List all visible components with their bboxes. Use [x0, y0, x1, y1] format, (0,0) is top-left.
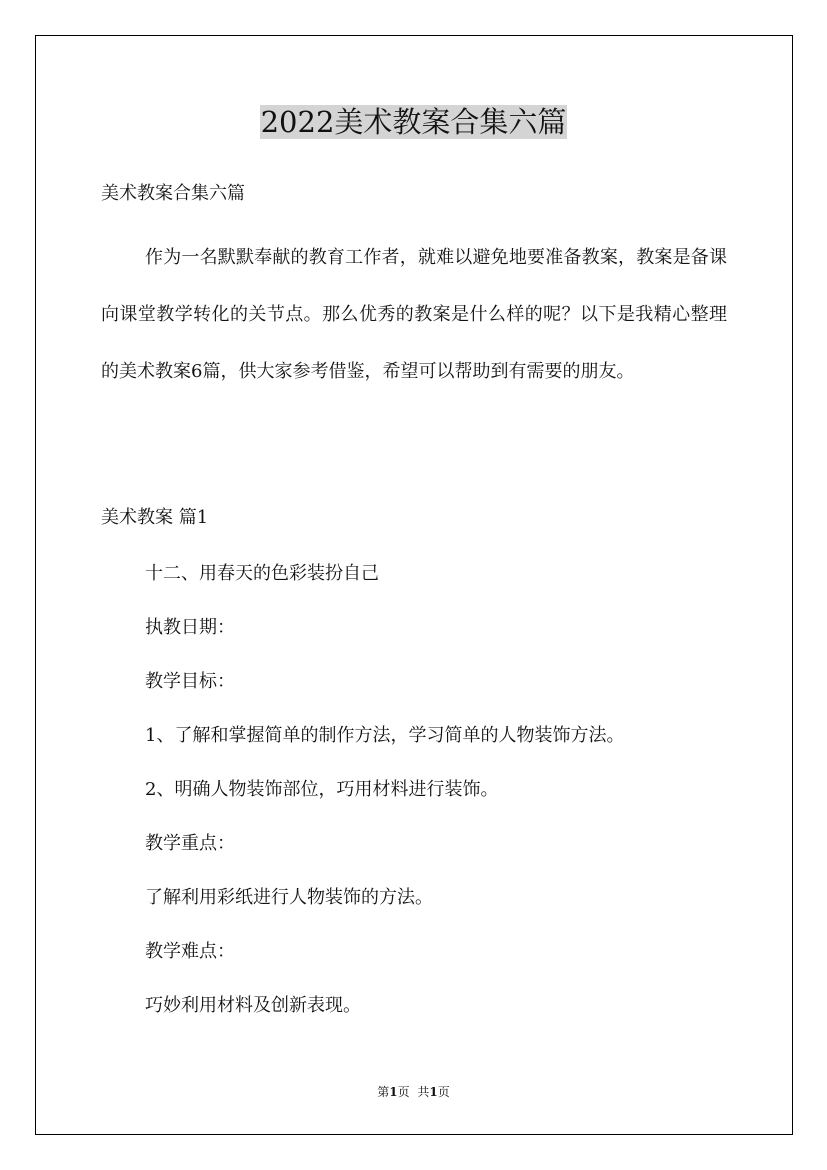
key-points-text: 了解利用彩纸进行人物装饰的方法。 — [145, 887, 433, 908]
document-title — [0, 102, 827, 142]
date-label: 执教日期： — [145, 617, 235, 638]
goal-item-2: 2、明确人物装饰部位，巧用材料进行装饰。 — [145, 779, 499, 800]
difficulty-text: 巧妙利用材料及创新表现。 — [145, 995, 361, 1016]
page-suffix: 页 — [397, 1085, 410, 1099]
key-points-label: 教学重点： — [145, 833, 235, 854]
difficulty-label: 教学难点： — [145, 941, 235, 962]
total-pages: 1 — [429, 1085, 438, 1099]
page-footer — [0, 1084, 827, 1100]
total-suffix: 页 — [437, 1085, 450, 1099]
lesson-title: 十二、用春天的色彩装扮自己 — [145, 563, 379, 584]
page-number: 1 — [389, 1085, 398, 1099]
goals-label: 教学目标： — [145, 671, 235, 692]
intro-paragraph: 作为一名默默奉献的教育工作者，就难以避免地要准备教案，教案是备课向课堂教学转化的关节点。那么优秀的教案是什么样的呢？以下是我精心整理的美术教案6篇，供大家参考借鉴，希望可以帮助到有需要的朋友。 — [101, 247, 727, 382]
page-prefix: 第 — [377, 1085, 390, 1099]
total-prefix: 共 — [417, 1085, 430, 1099]
document-title-text: 2022美术教案合集六篇 — [260, 105, 567, 139]
document-subtitle: 美术教案合集六篇 — [101, 183, 245, 204]
section-heading: 美术教案 篇1 — [101, 507, 209, 528]
goal-item-1: 1、了解和掌握简单的制作方法，学习简单的人物装饰方法。 — [145, 725, 625, 746]
